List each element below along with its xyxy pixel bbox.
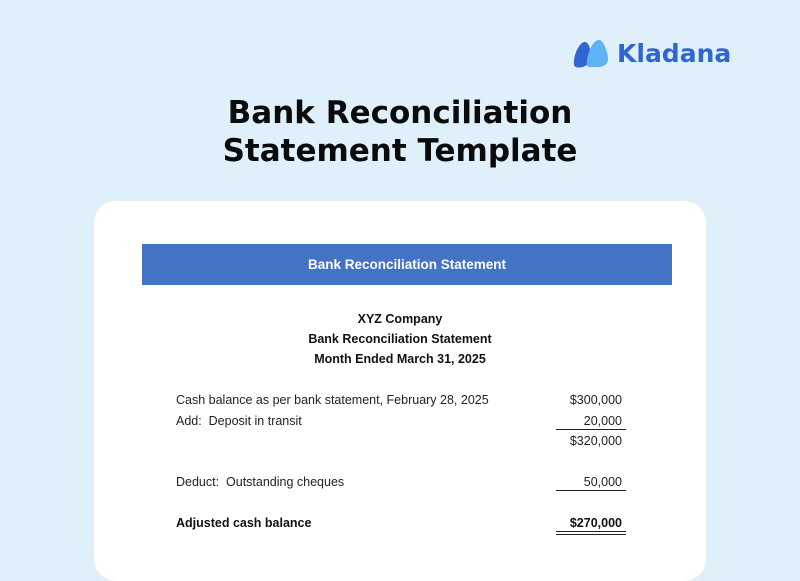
row-amount-bank-balance: $300,000 — [569, 393, 622, 407]
page-title-line1: Bank Reconciliation — [227, 95, 573, 131]
page-title-line2: Statement Template — [222, 133, 578, 169]
row-amount-adjusted: $270,000 — [569, 516, 622, 530]
row-label-deposit: Add: Deposit in transit — [176, 414, 302, 428]
kladana-logo-icon — [572, 38, 610, 68]
subtotal-rule — [556, 429, 626, 430]
row-amount-subtotal: $320,000 — [569, 434, 622, 448]
total-rule-2 — [556, 534, 626, 535]
company-name: XYZ Company — [357, 312, 443, 326]
outstanding-rule — [556, 490, 626, 491]
statement-banner: Bank Reconciliation Statement — [142, 244, 672, 285]
row-label-adjusted: Adjusted cash balance — [176, 516, 312, 530]
page-title — [0, 94, 800, 170]
statement-period: Month Ended March 31, 2025 — [314, 352, 486, 366]
statement-card — [94, 201, 706, 581]
brand-logo — [572, 38, 731, 68]
row-amount-deposit: 20,000 — [583, 414, 622, 428]
row-amount-outstanding: 50,000 — [583, 475, 622, 489]
row-label-bank-balance: Cash balance as per bank statement, February 28, 2025 — [176, 393, 489, 407]
total-rule-1 — [556, 531, 626, 532]
brand-name: Kladana — [617, 38, 732, 68]
row-label-outstanding: Deduct: Outstanding cheques — [176, 475, 345, 489]
statement-heading: Bank Reconciliation Statement — [308, 332, 492, 346]
